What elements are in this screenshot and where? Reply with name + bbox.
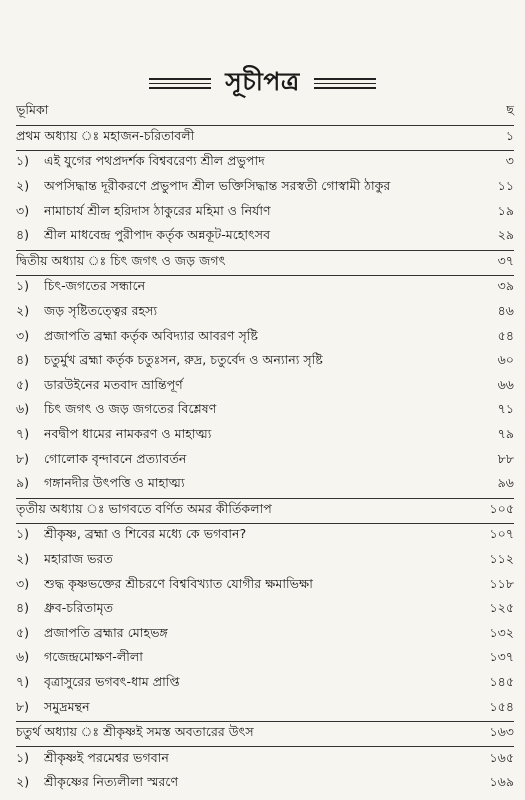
entry-title: প্রজাপতি ব্রহ্মার মোহভঙ্গ (44, 624, 168, 640)
page-number: ৪৬ (497, 303, 514, 319)
title-block (0, 62, 525, 105)
page-number: ৭১ (497, 401, 514, 417)
entry-number: ৮) (16, 698, 30, 714)
entry-number: ৯) (16, 475, 30, 491)
entry-title: শুদ্ধ কৃষ্ণভক্তের শ্রীচরণে বিশ্ববিখ্যাত যোগীর ক্ষমাভিক্ষা (44, 575, 313, 591)
toc-list (16, 100, 514, 797)
toc-entry-row[interactable] (16, 622, 514, 647)
entry-number: ৩) (16, 202, 30, 218)
entry-title: চিৎ-জগতের সন্ধানে (44, 278, 146, 294)
page-number: ছ (506, 102, 514, 118)
toc-entry-row[interactable] (16, 473, 514, 498)
chapter-title: চতুর্থ অধ্যায় ঃ শ্রীকৃষ্ণই সমস্ত অবতারের উৎস (16, 724, 254, 740)
page-number: ৩৯ (497, 278, 514, 294)
page-number: ১৯ (497, 202, 514, 218)
toc-entry-row[interactable] (16, 747, 514, 772)
page-number: ৬৬ (497, 376, 514, 392)
entry-title: চতুর্মুখ ব্রহ্মা কর্তৃক চতুঃসন, রুদ্র, চতুর্বেদ ও অন্যান্য সৃষ্টি (44, 352, 323, 368)
entry-number: ৪) (16, 352, 30, 368)
entry-number: ৬) (16, 649, 30, 665)
chapter-title: প্রথম অধ্যায় ঃ মহাজন-চরিতাবলী (16, 127, 195, 143)
toc-chapter-row[interactable] (16, 499, 514, 524)
entry-number: ৬) (16, 401, 30, 417)
entry-title: চিৎ জগৎ ও জড় জগতের বিশ্লেষণ (44, 401, 217, 417)
page-number: ১১২ (489, 550, 514, 566)
page-number: ১৬৫ (489, 749, 514, 765)
entry-number: ৩) (16, 575, 30, 591)
entry-title: শ্রীকৃষ্ণ, ব্রহ্মা ও শিবের মধ্যে কে ভগবান? (44, 526, 247, 542)
page-number: ১১ (497, 178, 514, 194)
entry-title: নবদ্বীপ ধামের নামকরণ ও মাহাত্ম্য (44, 426, 212, 442)
entry-title: গজেন্দ্রমোক্ষণ-লীলা (44, 649, 143, 665)
entry-title: এই যুগের পথপ্রদর্শক বিশ্ববরেণ্য শ্রীল প্রভুপাদ (44, 153, 265, 169)
toc-entry-row[interactable] (16, 200, 514, 225)
toc-entry-row[interactable] (16, 276, 514, 301)
entry-number: ১) (16, 278, 30, 294)
entry-title: ডারউইনের মতবাদ ভ্রান্তিপূর্ণ (44, 376, 183, 392)
toc-entry-row[interactable] (16, 424, 514, 449)
entry-number: ৪) (16, 600, 30, 616)
toc-entry-row[interactable] (16, 524, 514, 549)
toc-entry-row[interactable] (16, 325, 514, 350)
page-number: ৭৯ (497, 426, 514, 442)
title-ornament-right (314, 78, 376, 89)
page-number: ৫৪ (497, 327, 514, 343)
entry-title: প্রজাপতি ব্রহ্মা কর্তৃক অবিদ্যার আবরণ সৃষ্টি (44, 327, 258, 343)
toc-entry-row[interactable] (16, 598, 514, 623)
entry-title: শ্রীকৃষ্ণই পরমেশ্বর ভগবান (44, 749, 169, 765)
entry-number: ১) (16, 153, 30, 169)
page-number: ৮৮ (497, 450, 514, 466)
page-number: ৩ (505, 153, 514, 169)
toc-entry-row[interactable] (16, 772, 514, 797)
entry-title: অপসিদ্ধান্ত দূরীকরণে প্রভুপাদ শ্রীল ভক্তিসিদ্ধান্ত সরস্বতী গোস্বামী ঠাকুর (44, 178, 391, 194)
page-number: ১৩২ (489, 624, 514, 640)
page-number: ৬০ (497, 352, 514, 368)
entry-number: ২) (16, 178, 30, 194)
entry-number: ২) (16, 774, 30, 790)
toc-entry-row[interactable] (16, 672, 514, 697)
entry-title: নামাচার্য শ্রীল হরিদাস ঠাকুরের মহিমা ও নির্যাণ (44, 202, 271, 218)
page-number: ৩৭ (497, 252, 514, 268)
toc-entry-row[interactable] (16, 375, 514, 400)
toc-entry-row[interactable] (16, 696, 514, 721)
toc-chapter-row[interactable] (16, 251, 514, 276)
page-number: ১৬৯ (489, 774, 514, 790)
page-number: ১৬৩ (489, 724, 514, 740)
page-number: ১৩৭ (489, 649, 514, 665)
page-number: ২৯ (497, 227, 514, 243)
entry-number: ২) (16, 303, 30, 319)
entry-number: ২) (16, 550, 30, 566)
entry-number: ৫) (16, 376, 30, 392)
title-ornament-left (149, 78, 211, 89)
entry-number: ৩) (16, 327, 30, 343)
chapter-title: ভূমিকা (16, 102, 49, 118)
entry-title: গোলোক বৃন্দাবনে প্রত্যাবর্তন (44, 450, 187, 466)
entry-number: ৭) (16, 673, 30, 689)
chapter-title: তৃতীয় অধ্যায় ঃ ভাগবতে বর্ণিত অমর কীর্তিকলাপ (16, 500, 272, 516)
entry-number: ১) (16, 526, 30, 542)
entry-title: শ্রীল মাধবেন্দ্র পুরীপাদ কর্তৃক অন্নকূট-মহোৎসব (44, 227, 271, 243)
page-number: ১ (505, 127, 514, 143)
entry-number: ১) (16, 749, 30, 765)
entry-title: শ্রীকৃষ্ণের নিত্যলীলা স্মরণে (44, 774, 179, 790)
toc-entry-row[interactable] (16, 350, 514, 375)
page-number: ১৫৪ (489, 698, 514, 714)
toc-entry-row[interactable] (16, 573, 514, 598)
toc-entry-row[interactable] (16, 301, 514, 326)
entry-number: ৮) (16, 450, 30, 466)
page-number: ১১৮ (489, 575, 514, 591)
entry-number: ৪) (16, 227, 30, 243)
page-title: সূচীপত্র (225, 67, 300, 96)
page-number: ১২৫ (489, 600, 514, 616)
entry-title: গঙ্গানদীর উৎপত্তি ও মাহাত্ম্য (44, 475, 185, 491)
entry-number: ৫) (16, 624, 30, 640)
toc-chapter-row[interactable] (16, 722, 514, 747)
entry-title: জড় সৃষ্টিতত্ত্বের রহস্য (44, 303, 158, 319)
entry-title: সমুদ্রমন্থন (44, 698, 90, 714)
toc-entry-row[interactable] (16, 399, 514, 424)
toc-chapter-row[interactable] (16, 126, 514, 151)
page-number: ৯৬ (497, 475, 514, 491)
toc-chapter-row[interactable] (16, 100, 514, 125)
page-number: ১০৫ (489, 500, 514, 516)
toc-entry-row[interactable] (16, 647, 514, 672)
entry-number: ৭) (16, 426, 30, 442)
entry-title: মহারাজ ভরত (44, 550, 113, 566)
page-number: ১৪৫ (489, 673, 514, 689)
toc-entry-row[interactable] (16, 151, 514, 176)
entry-title: ধ্রুব-চরিতামৃত (44, 600, 114, 616)
toc-entry-row[interactable] (16, 448, 514, 473)
toc-entry-row[interactable] (16, 176, 514, 201)
entry-title: বৃত্রাসুরের ভগবৎ-ধাম প্রাপ্তি (44, 673, 180, 689)
chapter-title: দ্বিতীয় অধ্যায় ঃ চিৎ জগৎ ও জড় জগৎ (16, 252, 226, 268)
toc-entry-row[interactable] (16, 549, 514, 574)
toc-entry-row[interactable] (16, 225, 514, 250)
page-number: ১০৭ (489, 526, 514, 542)
